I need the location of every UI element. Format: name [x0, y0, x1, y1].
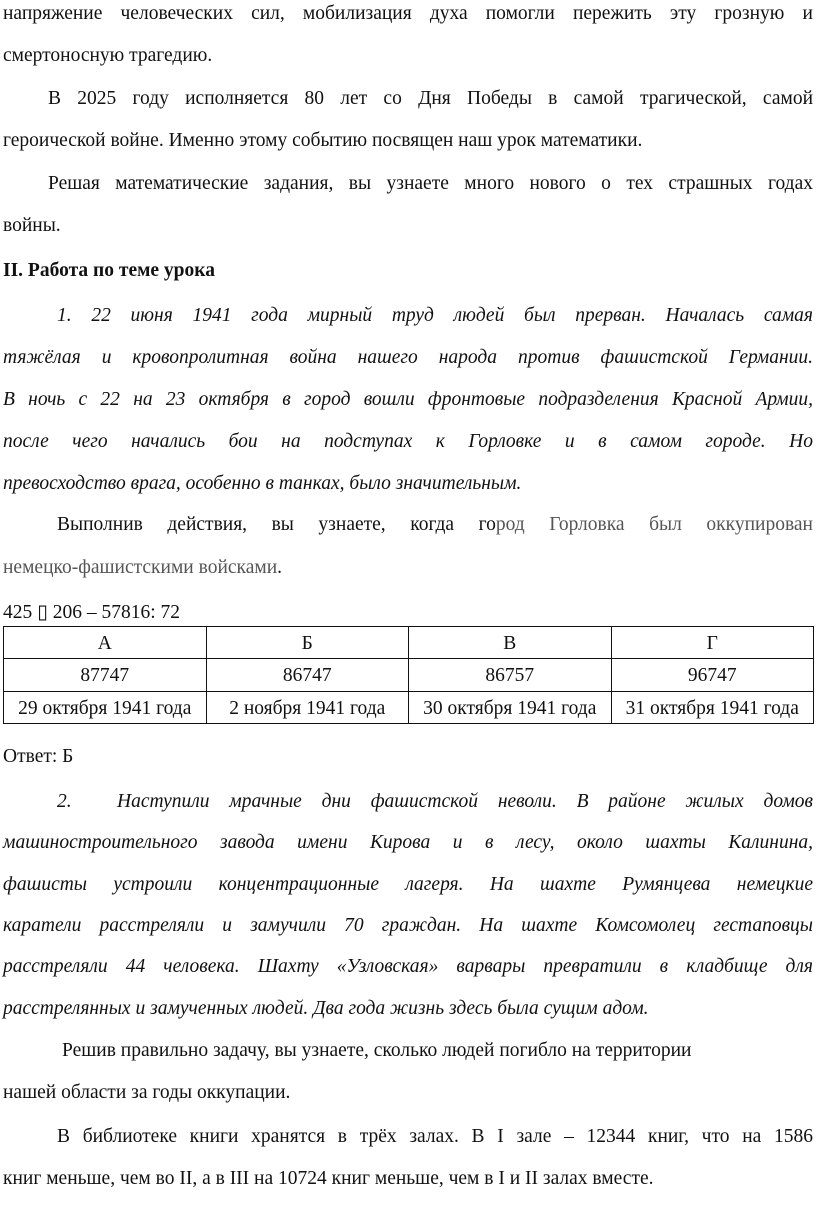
intro-line-2: смертоносную трагедию. — [3, 45, 213, 66]
answer-options-table — [3, 626, 814, 724]
task1-instruction-part-a: Выполнив действия, вы узнаете, когда го — [57, 514, 496, 535]
task2-line-1: Наступили мрачные дни фашистской неволи. В районе жилых домов — [117, 791, 813, 812]
task1-instruction-line-2-end: . — [277, 557, 283, 578]
task1-instruction-line-2-text: немецко-фашистскими войсками — [3, 557, 278, 578]
task2-line-4: каратели расстреляли и замучили 70 граждан. На шахте Комсомолец гестаповцы — [3, 915, 813, 936]
table-value-cell: 96747 — [611, 659, 814, 691]
task2-number: 2. — [57, 791, 72, 812]
task1-line-3: В ночь с 22 на 23 октября в город вошли фронтовые подразделения Красной Армии, — [3, 389, 813, 410]
task1-instruction-part-b: род Горловка был оккупирован — [495, 514, 813, 535]
table-date-cell: 31 октября 1941 года — [611, 691, 814, 723]
intro-line-5: Решая математические задания, вы узнаете много нового о тех страшных годах — [48, 173, 813, 194]
task1-line-5: превосходство врага, особенно в танках, было значительным. — [3, 473, 522, 494]
task2-line-5: расстреляли 44 человека. Шахту «Узловская» варвары превратили в кладбище для — [3, 956, 813, 977]
task1-instruction — [57, 515, 813, 535]
table-header-row — [4, 627, 814, 659]
task1-instruction-line-2 — [3, 558, 282, 578]
table-values-row — [4, 659, 814, 691]
task2-problem-line-1: В библиотеке книги хранятся в трёх залах. В I зале – 12344 книг, что на 1586 — [57, 1126, 813, 1147]
intro-line-6: войны. — [3, 215, 61, 236]
intro-line-4: героической войне. Именно этому событию посвящен наш урок математики. — [3, 130, 643, 151]
task1-answer: Ответ: Б — [3, 746, 74, 767]
table-value-cell: 86757 — [409, 659, 612, 691]
task1-line-4: после чего начались бои на подступах к Горловке и в самом городе. Но — [3, 431, 813, 452]
table-date-cell: 29 октября 1941 года — [4, 691, 207, 723]
table-date-cell: 2 ноября 1941 года — [206, 691, 409, 723]
task1-expression: 425 ▯ 206 – 57816: 72 — [3, 602, 181, 623]
intro-line-3: В 2025 году исполняется 80 лет со Дня Победы в самой трагической, самой — [48, 88, 813, 109]
table-header-cell: Г — [611, 627, 814, 659]
task2-line-3: фашисты устроили концентрационные лагеря. На шахте Румянцева немецкие — [3, 874, 813, 895]
task1-line-2: тяжёлая и кровопролитная война нашего народа против фашистской Германии. — [3, 347, 813, 368]
task2-line-2: машиностроительного завода имени Кирова и в лесу, около шахты Калинина, — [3, 832, 813, 853]
table-date-cell: 30 октября 1941 года — [409, 691, 612, 723]
section-heading: II. Работа по теме урока — [3, 260, 215, 281]
table-dates-row — [4, 691, 814, 723]
task1-line-1: 1. 22 июня 1941 года мирный труд людей был прерван. Началась самая — [57, 305, 813, 326]
task2-line-6: расстрелянных и замученных людей. Два года жизнь здесь была сущим адом. — [3, 998, 649, 1019]
task2-instruction: Решив правильно задачу, вы узнаете, сколько людей погибло на территории — [62, 1040, 692, 1061]
task2-instruction-line-2: нашей области за годы оккупации. — [3, 1082, 291, 1103]
table-header-cell: В — [409, 627, 612, 659]
table-header-cell: А — [4, 627, 207, 659]
table-header-cell: Б — [206, 627, 409, 659]
table-value-cell: 87747 — [4, 659, 207, 691]
task2-problem-line-2: книг меньше, чем во II, а в III на 10724 книг меньше, чем в I и II залах вместе. — [3, 1168, 654, 1189]
intro-line-1: напряжение человеческих сил, мобилизация духа помогли пережить эту грозную и — [3, 3, 813, 24]
table-value-cell: 86747 — [206, 659, 409, 691]
